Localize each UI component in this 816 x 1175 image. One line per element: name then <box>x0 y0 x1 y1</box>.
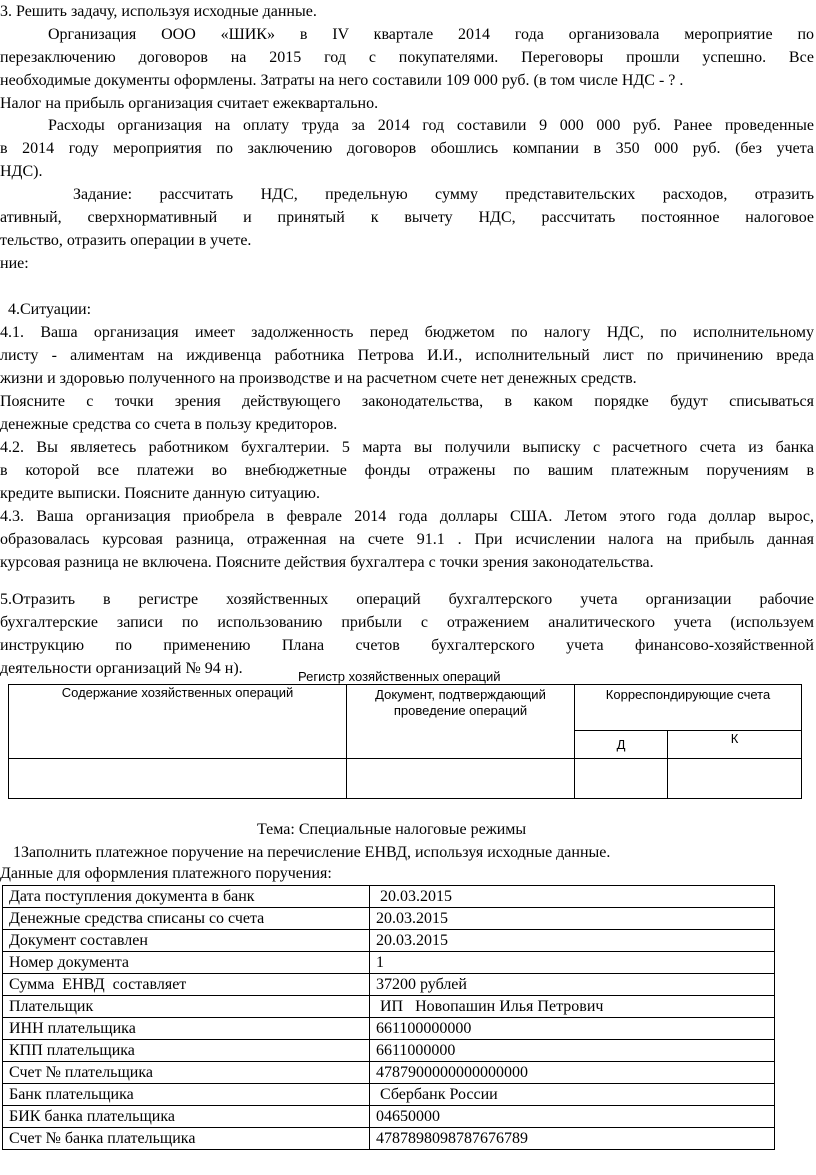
payment-data-table <box>2 885 775 1150</box>
task3-line-10: ативный, сверхнормативный и принятый к вычету НДС, рассчитать постоянное налоговое <box>0 209 814 226</box>
payment-data-label: Номер документа <box>3 952 370 974</box>
register-header-content: Содержание хозяйственных операций <box>9 685 347 759</box>
payment-data-value: 6611000000 <box>370 1040 775 1062</box>
situation-line-8: кредите выписки. Поясните данную ситуацию. <box>0 485 320 502</box>
payment-data-value: 37200 рублей <box>370 974 775 996</box>
task3-line-4: необходимые документы оформлены. Затраты на него составили 109 000 руб. (в том числе НДС - ? . <box>0 72 684 89</box>
payment-data-label: Счет № плательщика <box>3 1062 370 1084</box>
payment-data-label: Дата поступления документа в банк <box>3 886 370 908</box>
register-header-accounts: Корреспондирующие счета <box>575 685 802 731</box>
task3-line-8: НДС). <box>0 163 43 180</box>
task3-line-2: Организация ООО «ШИК» в IV квартале 2014 года организовала мероприятие по <box>48 26 814 43</box>
payment-data-value: 04650000 <box>370 1106 775 1128</box>
payment-data-label: Банк плательщика <box>3 1084 370 1106</box>
payment-data-value: Сбербанк России <box>370 1084 775 1106</box>
payment-data-row <box>3 1018 775 1040</box>
payment-data-row <box>3 996 775 1018</box>
payment-data-value: 1 <box>370 952 775 974</box>
payment-data-caption: Данные для оформления платежного поручения: <box>0 865 332 882</box>
task3-line-9: Задание: рассчитать НДС, предельную сумму представительских расходов, отразить <box>73 186 814 203</box>
situation-line-1: 4.1. Ваша организация имеет задолженность перед бюджетом по налогу НДС, по исполнительному <box>0 324 814 341</box>
payment-data-label: Плательщик <box>3 996 370 1018</box>
register-header-credit: К <box>668 731 802 759</box>
payment-data-row <box>3 908 775 930</box>
payment-data-row <box>3 1128 775 1150</box>
situation-line-10: образовалась курсовая разница, отраженная на счете 91.1 . При исчислении налога на прибыль данная <box>0 531 814 548</box>
payment-data-value: 20.03.2015 <box>370 930 775 952</box>
situations-heading: 4.Ситуации: <box>8 301 92 318</box>
payment-data-value: 20.03.2015 <box>370 908 775 930</box>
payment-data-row <box>3 952 775 974</box>
task3-line-7: в 2014 году мероприятия по заключению договоров обошлись компании в 350 000 руб. (без учета <box>0 140 814 157</box>
register-header-document: Документ, подтверждающий проведение операций <box>347 685 575 759</box>
task3-line-11: тельство, отразить операции в учете. <box>0 232 252 249</box>
payment-data-row <box>3 1084 775 1106</box>
task3-line-6: Расходы организация на оплату труда за 2014 год составили 9 000 000 руб. Ранее проведенные <box>48 117 814 134</box>
task3-line-12: ние: <box>0 255 29 272</box>
task5-line-3: инструкцию по применению Плана счетов бухгалтерского учета финансово-хозяйственной <box>0 637 814 654</box>
task5-line-1: 5.Отразить в регистре хозяйственных операций бухгалтерского учета организации рабочие <box>0 591 814 608</box>
topic-title: Тема: Специальные налоговые режимы <box>257 821 527 838</box>
situation-line-3: жизни и здоровью полученного на производстве и на расчетном счете нет денежных средств. <box>0 370 637 387</box>
task3-line-5: Налог на прибыль организация считает ежеквартально. <box>0 95 379 112</box>
situation-line-9: 4.3. Ваша организация приобрела в феврале 2014 года доллары США. Летом этого года доллар вырос, <box>0 508 814 525</box>
payment-data-row <box>3 1106 775 1128</box>
payment-data-row <box>3 886 775 908</box>
register-title: Регистр хозяйственных операций <box>298 669 501 684</box>
payment-data-value: 20.03.2015 <box>370 886 775 908</box>
payment-data-label: ИНН плательщика <box>3 1018 370 1040</box>
payment-data-value: ИП Новопашин Илья Петрович <box>370 996 775 1018</box>
payment-data-row <box>3 1040 775 1062</box>
payment-data-value: 4787898098787676789 <box>370 1128 775 1150</box>
situation-line-5: денежные средства со счета в пользу кредиторов. <box>0 416 338 433</box>
register-table <box>8 684 802 799</box>
situation-line-7: в которой все платежи во внебюджетные фонды отражены по вашим платежным поручениям в <box>0 462 814 479</box>
register-cell-document <box>347 759 575 799</box>
register-header-debit: Д <box>575 731 668 759</box>
task5-line-4: деятельности организаций № 94 н). <box>0 660 243 677</box>
task3-line-3: перезаключению договоров на 2015 год с покупателями. Переговоры прошли успешно. Все <box>0 49 814 66</box>
task3-line-1: 3. Решить задачу, используя исходные данные. <box>0 3 317 20</box>
payment-data-label: Денежные средства списаны со счета <box>3 908 370 930</box>
register-cell-content <box>9 759 347 799</box>
payment-data-label: Счет № банка плательщика <box>3 1128 370 1150</box>
payment-data-label: Документ составлен <box>3 930 370 952</box>
payment-data-row <box>3 1062 775 1084</box>
task5-line-2: бухгалтерские записи по использованию прибыли с отражением аналитического учета (используем <box>0 614 814 631</box>
payment-data-label: КПП плательщика <box>3 1040 370 1062</box>
payment-data-row <box>3 974 775 996</box>
situation-line-6: 4.2. Вы являетесь работником бухгалтерии. 5 марта вы получили выписку с расчетного счета из банка <box>0 439 814 456</box>
payment-data-value: 4787900000000000000 <box>370 1062 775 1084</box>
payment-data-label: БИК банка плательщика <box>3 1106 370 1128</box>
situation-line-11: курсовая разница не включена. Поясните действия бухгалтера с точки зрения законодательства. <box>0 554 654 571</box>
situation-line-4: Поясните с точки зрения действующего законодательства, в каком порядке будут списываться <box>0 393 814 410</box>
payment-data-label: Сумма ЕНВД составляет <box>3 974 370 996</box>
topic-task-1: 1Заполнить платежное поручение на перечисление ЕНВД, используя исходные данные. <box>13 844 611 861</box>
situation-line-2: листу - алиментам на иждивенца работника Петрова И.И., исполнительный лист по причинению вреда <box>0 347 814 364</box>
register-cell-credit <box>668 759 802 799</box>
register-cell-debit <box>575 759 668 799</box>
payment-data-row <box>3 930 775 952</box>
payment-data-value: 661100000000 <box>370 1018 775 1040</box>
